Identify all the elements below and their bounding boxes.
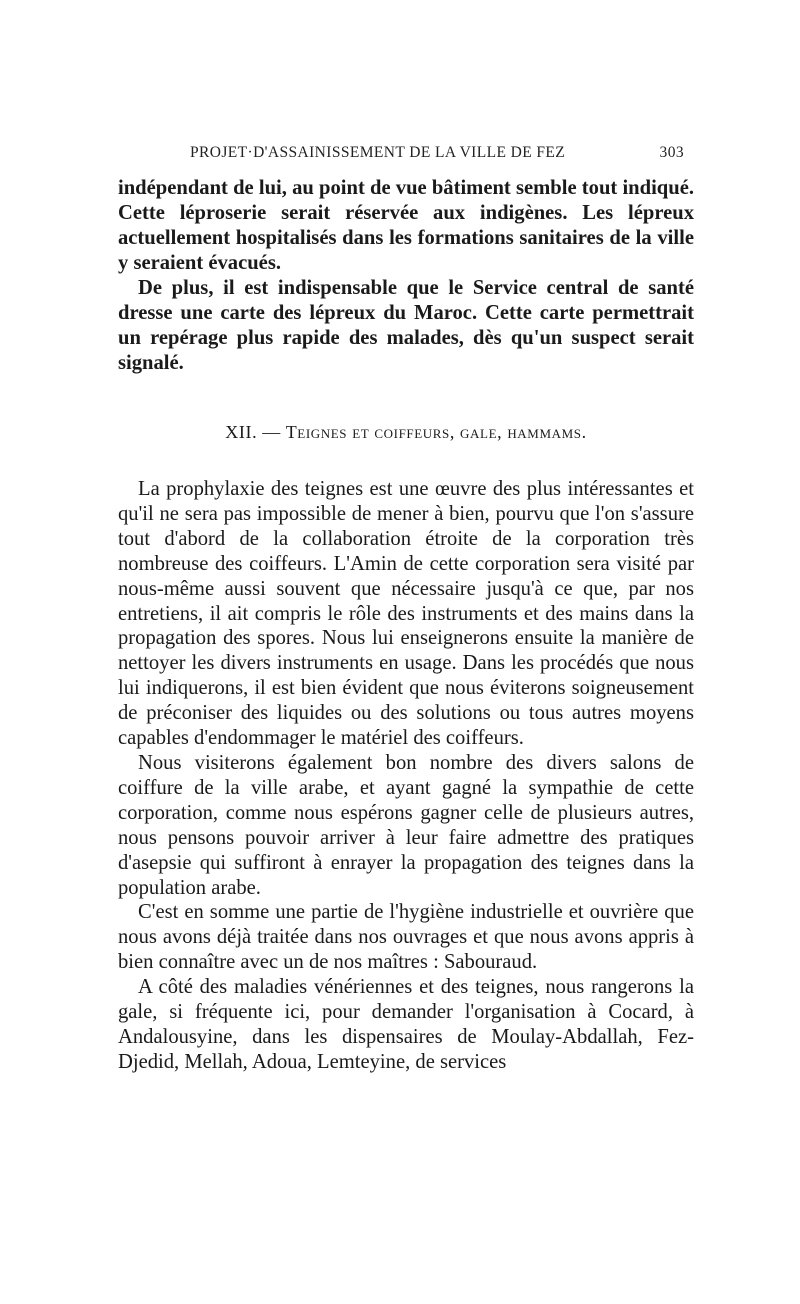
paragraph: La prophylaxie des teignes est une œuvre des plus intéressantes et qu'il ne sera pas impossible de mener à bien, pourvu que l'on s'assure tout d'abord de la collaboration étroite de la corporation très nombreuse des coiffeurs. L'Amin de cette corporation sera visité par nous-même aussi souvent que nécessaire jusqu'à ce que, par nos entretiens, il ait compris le rôle des instruments et des mains dans la propagation des spores. Nous lui enseignerons ensuite la manière de nettoyer les divers instruments en usage. Dans les procédés que nous lui indiquerons, il est bien évident que nous éviterons soigneusement de préconiser des liquides ou des solutions ou tous autres moyens capables d'endommager le matériel des coiffeurs. xyxy=(118,478,694,750)
page-number: 303 xyxy=(659,144,684,161)
paragraph: De plus, il est indispensable que le Service central de santé dresse une carte des lépreux du Maroc. Cette carte permettrait un repérage plus rapide des malades, dès qu'un suspect serait signalé. xyxy=(118,277,694,374)
section-title: Teignes et coiffeurs, gale, hammams. xyxy=(285,422,587,442)
running-head xyxy=(118,140,694,164)
paragraph: Nous visiterons également bon nombre des divers salons de coiffure de la ville arabe, et ayant gagné la sympathie de cette corporation, comme nous espérons gagner celle de plusieurs autres, nous pensons pouvoir arriver à leur faire admettre des pratiques d'asepsie qui suffiront à enrayer la propagation des teignes dans la population arabe. xyxy=(118,751,694,899)
section-dash: — xyxy=(262,422,281,442)
running-title: PROJET·D'ASSAINISSEMENT DE LA VILLE DE FEZ xyxy=(190,144,566,161)
paragraph: A côté des maladies vénériennes et des teignes, nous rangerons la gale, si fréquente ici, pour demander l'organisation à Cocard, à Andalousyine, dans les dispensaires de Moulay-Abdallah, Fez-Djedid, Mellah, Adoua, Lemteyine, de services xyxy=(118,976,694,1073)
section-heading xyxy=(118,422,694,443)
paragraph: indépendant de lui, au point de vue bâtiment semble tout indiqué. Cette léproserie serait réservée aux indigènes. Les lépreux actuellement hospitalisés dans les formations sanitaires de la ville y seraient évacués. xyxy=(118,177,694,274)
book-page xyxy=(118,140,694,1075)
paragraph: C'est en somme une partie de l'hygiène industrielle et ouvrière que nous avons déjà traitée dans nos ouvrages et que nous avons appris à bien connaître avec un de nos maîtres : Sabouraud. xyxy=(118,901,694,974)
section-number: XII. xyxy=(225,422,258,442)
body-text-block xyxy=(118,477,694,1075)
top-text-block xyxy=(118,176,694,376)
